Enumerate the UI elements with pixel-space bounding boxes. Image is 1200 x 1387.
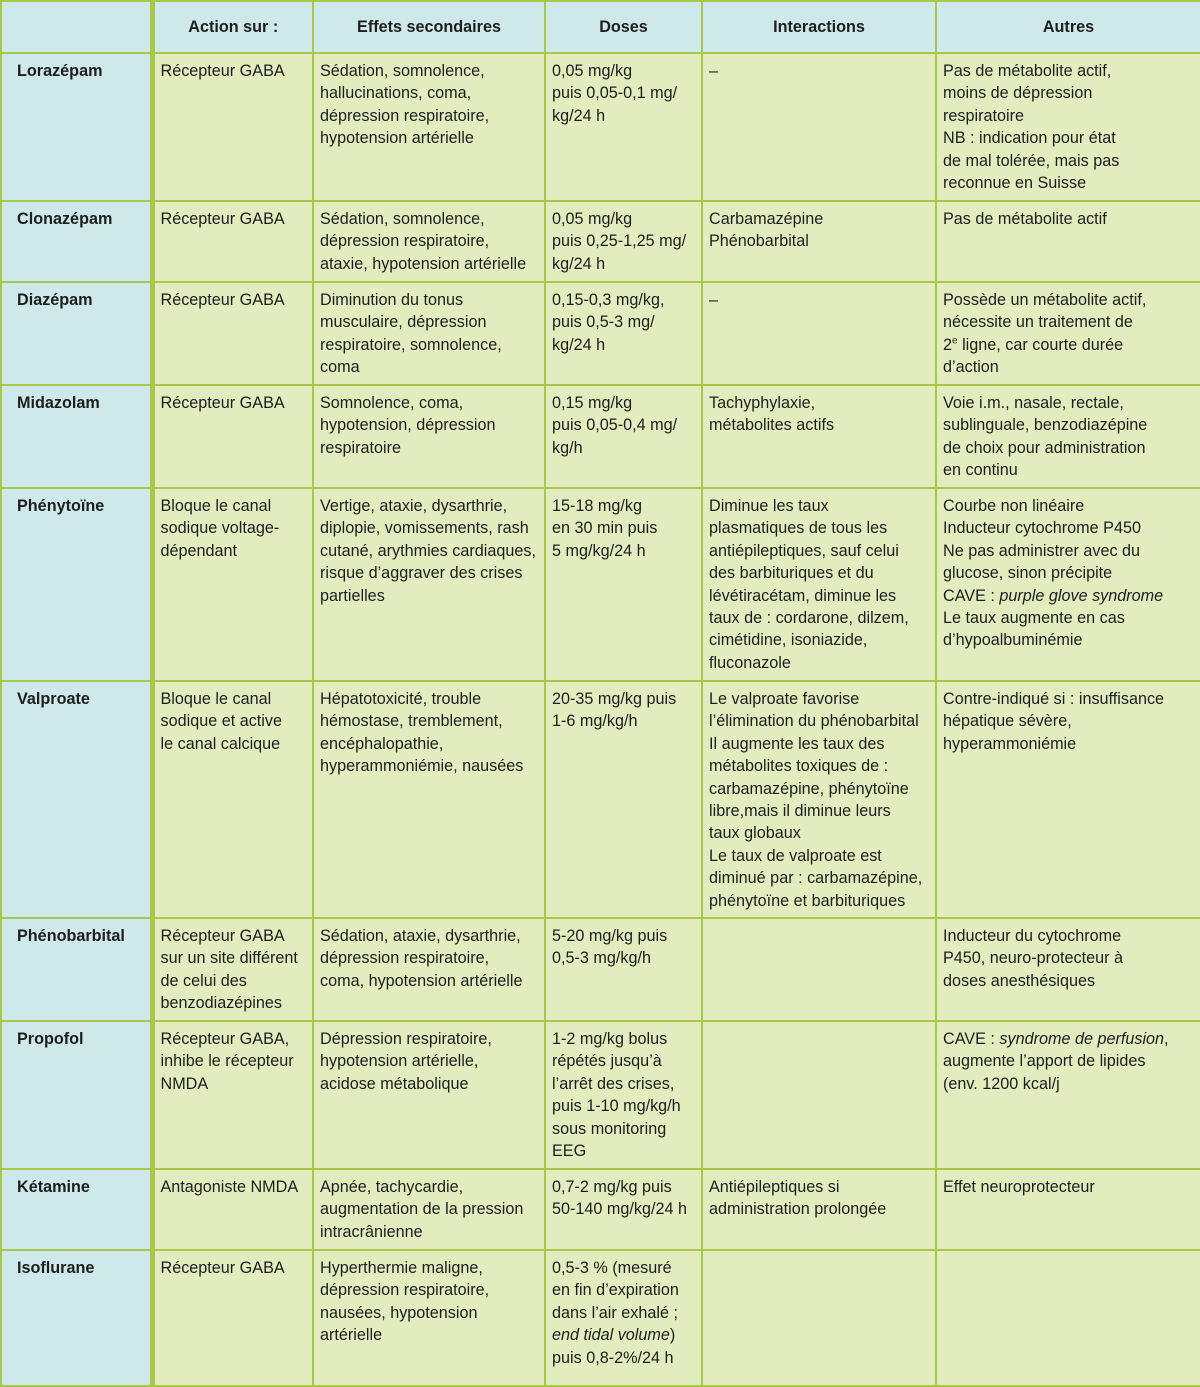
action-cell: Antagoniste NMDA: [152, 1169, 313, 1250]
drug-name: Valproate: [1, 681, 152, 918]
interactions-cell: Antiépileptiques si administration prolongée: [702, 1169, 936, 1250]
action-cell: Récepteur GABA: [152, 53, 313, 201]
row-phenobarbital: [1, 918, 1200, 1021]
header-action: Action sur :: [152, 1, 313, 53]
doses-text: 0,5-3 % (mesuré en fin d’expiration dans l’air exhalé ;: [552, 1259, 679, 1322]
autres-text-end: , augmente l’apport de lipides (env. 1200 kcal/j: [943, 1030, 1169, 1093]
effets-cell: Hyperthermie maligne, dépression respiratoire, nausées, hypotension artérielle: [313, 1250, 545, 1386]
interactions-cell: –: [702, 53, 936, 201]
doses-cell: 20-35 mg/kg puis 1-6 mg/kg/h: [545, 681, 702, 918]
autres-text-end: Le taux augmente en cas d’hypoalbuminémie: [943, 609, 1125, 650]
interactions-cell: [702, 1250, 936, 1386]
action-cell: Récepteur GABA sur un site différent de celui des benzodiazépines: [152, 918, 313, 1021]
autres-cell: Pas de métabolite actif, moins de dépression respiratoire NB : indication pour état de mal tolérée, mais pas reconnue en Suisse: [936, 53, 1200, 201]
effets-cell: Vertige, ataxie, dysarthrie, diplopie, vomissements, rash cutané, arythmies cardiaques, risque d’aggraver des crises partielles: [313, 488, 545, 681]
action-cell: Récepteur GABA: [152, 385, 313, 488]
drug-name: Midazolam: [1, 385, 152, 488]
doses-text-end: ) puis 0,8-2%/24 h: [552, 1326, 676, 1367]
autres-cell: Effet neuroprotecteur: [936, 1169, 1200, 1250]
interactions-cell: [702, 1021, 936, 1169]
row-phenytoine: [1, 488, 1200, 681]
drug-name: Diazépam: [1, 282, 152, 385]
effets-cell: Diminution du tonus musculaire, dépression respiratoire, somnolence, coma: [313, 282, 545, 385]
interactions-cell: Carbamazépine Phénobarbital: [702, 201, 936, 282]
autres-text: Possède un métabolite actif, nécessite un traitement de 2: [943, 291, 1147, 354]
effets-cell: Sédation, ataxie, dysarthrie, dépression respiratoire, coma, hypotension artérielle: [313, 918, 545, 1021]
action-cell: Récepteur GABA: [152, 1250, 313, 1386]
drug-name: Phénobarbital: [1, 918, 152, 1021]
doses-cell: 15-18 mg/kg en 30 min puis 5 mg/kg/24 h: [545, 488, 702, 681]
header-interactions: Interactions: [702, 1, 936, 53]
autres-text: CAVE :: [943, 1030, 1000, 1048]
effets-cell: Sédation, somnolence, hallucinations, coma, dépression respiratoire, hypotension artérielle: [313, 53, 545, 201]
action-cell: Récepteur GABA: [152, 201, 313, 282]
row-valproate: [1, 681, 1200, 918]
doses-cell: 0,05 mg/kg puis 0,05-0,1 mg/ kg/24 h: [545, 53, 702, 201]
autres-cell: Contre-indiqué si : insuffisance hépatique sévère, hyperammoniémie: [936, 681, 1200, 918]
autres-cell: [936, 282, 1200, 385]
interactions-cell: Le valproate favorise l’élimination du phénobarbital Il augmente les taux des métabolites toxiques de : carbamazépine, phénytoïne libre,mais il diminue leurs taux globaux Le taux de valproate est diminué par : carbamazépine, phénytoïne et barbituriques: [702, 681, 936, 918]
doses-cell: 0,15 mg/kg puis 0,05-0,4 mg/ kg/h: [545, 385, 702, 488]
interactions-cell: –: [702, 282, 936, 385]
action-cell: Bloque le canal sodique voltage- dépendant: [152, 488, 313, 681]
drug-name: Kétamine: [1, 1169, 152, 1250]
drug-name: Phénytoïne: [1, 488, 152, 681]
autres-cell: [936, 488, 1200, 681]
header-autres: Autres: [936, 1, 1200, 53]
doses-cell: 1-2 mg/kg bolus répétés jusqu’à l’arrêt des crises, puis 1-10 mg/kg/h sous monitoring EEG: [545, 1021, 702, 1169]
effets-cell: Dépression respiratoire, hypotension artérielle, acidose métabolique: [313, 1021, 545, 1169]
autres-cell: Voie i.m., nasale, rectale, sublinguale, benzodiazépine de choix pour administration en continu: [936, 385, 1200, 488]
drug-name: Propofol: [1, 1021, 152, 1169]
autres-cell: [936, 1021, 1200, 1169]
autres-cell: Pas de métabolite actif: [936, 201, 1200, 282]
autres-italic-term: syndrome de perfusion: [999, 1030, 1165, 1048]
autres-cell: [936, 1250, 1200, 1386]
drug-name: Lorazépam: [1, 53, 152, 201]
drug-name: Clonazépam: [1, 201, 152, 282]
effets-cell: Hépatotoxicité, trouble hémostase, tremblement, encéphalopathie, hyperammoniémie, nausées: [313, 681, 545, 918]
row-ketamine: [1, 1169, 1200, 1250]
header-effets-secondaires: Effets secondaires: [313, 1, 545, 53]
effets-cell: Sédation, somnolence, dépression respiratoire, ataxie, hypotension artérielle: [313, 201, 545, 282]
row-propofol: [1, 1021, 1200, 1169]
interactions-cell: [702, 918, 936, 1021]
interactions-cell: Diminue les taux plasmatiques de tous les antiépileptiques, sauf celui des barbituriques et du lévétiracétam, diminue les taux de : cordarone, dilzem, cimétidine, isoniazide, fluconazole: [702, 488, 936, 681]
doses-cell: 0,15-0,3 mg/kg, puis 0,5-3 mg/ kg/24 h: [545, 282, 702, 385]
row-isoflurane: [1, 1250, 1200, 1386]
header-row: [1, 1, 1200, 53]
autres-italic-term: purple glove syndrome: [999, 586, 1164, 605]
doses-cell: 5-20 mg/kg puis 0,5-3 mg/kg/h: [545, 918, 702, 1021]
ordinal-superscript: e: [952, 335, 958, 347]
action-cell: Bloque le canal sodique et active le canal calcique: [152, 681, 313, 918]
row-clonazepam: [1, 201, 1200, 282]
doses-cell: 0,7-2 mg/kg puis 50-140 mg/kg/24 h: [545, 1169, 702, 1250]
autres-cell: Inducteur du cytochrome P450, neuro-protecteur à doses anesthésiques: [936, 918, 1200, 1021]
autres-text-end: ligne, car courte durée d’action: [943, 335, 1124, 377]
header-corner: [1, 1, 152, 53]
action-cell: Récepteur GABA: [152, 282, 313, 385]
action-cell: Récepteur GABA, inhibe le récepteur NMDA: [152, 1021, 313, 1169]
doses-italic-term: end tidal volume: [552, 1326, 670, 1345]
effets-cell: Somnolence, coma, hypotension, dépression respiratoire: [313, 385, 545, 488]
header-doses: Doses: [545, 1, 702, 53]
effets-cell: Apnée, tachycardie, augmentation de la pression intracrânienne: [313, 1169, 545, 1250]
autres-text: Courbe non linéaire Inducteur cytochrome P450 Ne pas administrer avec du glucose, sinon précipite CAVE :: [943, 497, 1141, 605]
drug-name: Isoflurane: [1, 1250, 152, 1386]
row-lorazepam: [1, 53, 1200, 201]
doses-cell: [545, 1250, 702, 1386]
row-midazolam: [1, 385, 1200, 488]
row-diazepam: [1, 282, 1200, 385]
doses-cell: 0,05 mg/kg puis 0,25-1,25 mg/ kg/24 h: [545, 201, 702, 282]
interactions-cell: Tachyphylaxie, métabolites actifs: [702, 385, 936, 488]
